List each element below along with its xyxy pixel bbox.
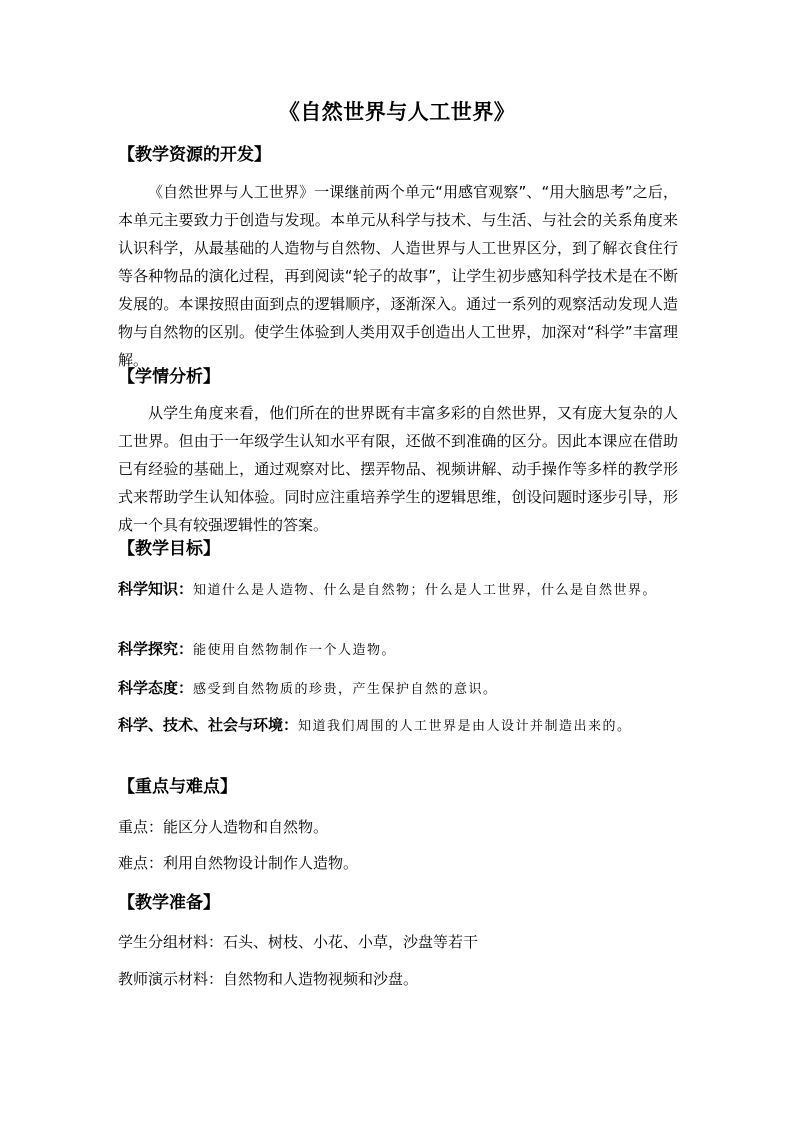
preparation-student-materials: 学生分组材料：石头、树枝、小花、小草，沙盘等若干 (118, 933, 479, 951)
paragraph-analysis: 从学生角度来看，他们所在的世界既有丰富多彩的自然世界，又有庞大复杂的人工世界。但由于一年级学生认知水平有限，还做不到准确的区分。因此本课应在借助已有经验的基础上，通过观察对比、摆弄物品、视频讲解、动手操作等多样的教学形式来帮助学生认知体验。同时应注重培养学生的逻辑思维，创设问题时逐步引导，形成一个具有较强逻辑性的答案。 (118, 404, 678, 534)
document-title: 《自然世界与人工世界》 (278, 100, 516, 124)
paragraph-resources: 《自然世界与人工世界》一课继前两个单元“用感官观察”、“用大脑思考”之后，本单元主要致力于创造与发现。本单元从科学与技术、与生活、与社会的关系角度来认识科学，从最基础的人造物与自然物、人造世界与人工世界区分，到了解衣食住行等各种物品的演化过程，再到阅读“轮子的故事”，让学生初步感知科学技术是在不断发展的。本课按照由面到点的逻辑顺序，逐渐深入。通过一系列的观察活动发现人造物与自然物的区别。使学生体验到人类用双手创造出人工世界，加深对“科学”丰富理解。 (118, 183, 678, 369)
section-heading-objectives: 【教学目标】 (118, 539, 220, 559)
objective-item-inquiry (118, 636, 678, 664)
objective-item-attitude (118, 675, 678, 703)
objective-label: 科学、技术、社会与环境： (118, 716, 299, 734)
section-heading-key-points: 【重点与难点】 (118, 777, 237, 797)
objective-item-stse (118, 712, 678, 740)
objective-text: 知道我们周围的人工世界是由人设计并制造出来的。 (298, 719, 632, 734)
objective-label: 科学探究： (118, 640, 194, 658)
objective-label: 科学知识： (118, 580, 194, 598)
objective-item-knowledge (118, 576, 678, 604)
key-point-focus: 重点：能区分人造物和自然物。 (118, 818, 329, 836)
section-heading-analysis: 【学情分析】 (118, 367, 220, 387)
section-heading-preparation: 【教学准备】 (118, 893, 220, 913)
objective-text: 知道什么是人造物、什么是自然物；什么是人工世界，什么是自然世界。 (193, 583, 658, 598)
key-point-difficulty: 难点：利用自然物设计制作人造物。 (118, 854, 359, 872)
section-heading-resources: 【教学资源的开发】 (118, 145, 271, 165)
objective-label: 科学态度： (118, 679, 194, 697)
objective-text: 感受到自然物质的珍贵，产生保护自然的意识。 (193, 682, 498, 697)
objective-text: 能使用自然物制作一个人造物。 (193, 643, 397, 658)
preparation-teacher-materials: 教师演示材料：自然物和人造物视频和沙盘。 (118, 970, 419, 988)
